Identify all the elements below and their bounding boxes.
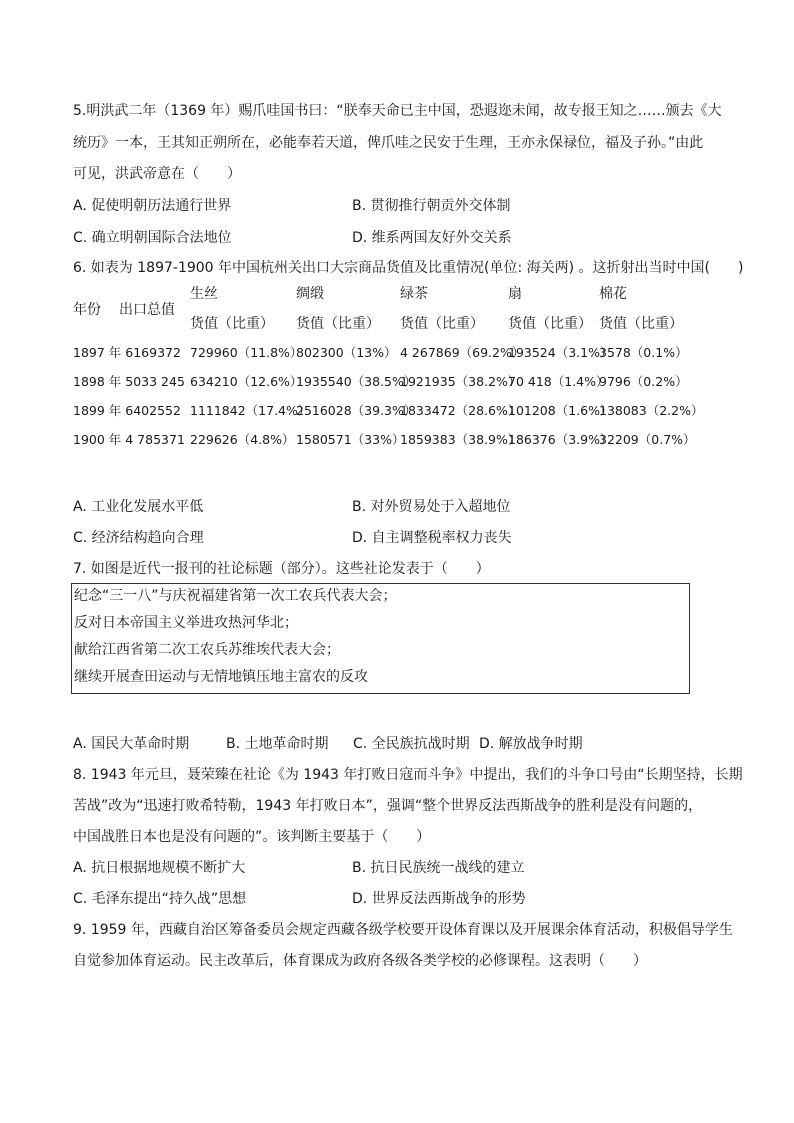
table-header-cotton: 棉花: [599, 286, 627, 302]
table-cell: 3578（0.1%）: [599, 345, 688, 360]
table-cell: 229626（4.8%）: [190, 432, 295, 447]
q7-option-b[interactable]: B. 土地革命时期: [226, 736, 329, 752]
q8-option-b[interactable]: B. 抗日民族统一战线的建立: [352, 860, 525, 876]
q5-option-a[interactable]: A. 促使明朝历法通行世界: [73, 198, 232, 214]
table-header-satin: 绸缎: [296, 286, 324, 302]
table-header-silk: 生丝: [190, 286, 218, 302]
table-row-year-total: 1899 年 6402552: [73, 403, 181, 418]
editorial-title: 继续开展查田运动与无情地镇压地主富农的反攻: [74, 669, 368, 685]
q5-option-d[interactable]: D. 维系两国友好外交关系: [352, 230, 512, 246]
table-subheader: 货值（比重）: [296, 316, 380, 332]
q5-option-b[interactable]: B. 贯彻推行朝贡外交体制: [352, 198, 511, 214]
q7-option-c[interactable]: C. 全民族抗战时期: [353, 736, 470, 752]
editorial-titles-box: [71, 583, 690, 694]
table-row-year-total: 1897 年 6169372: [73, 345, 181, 360]
table-cell: 1859383（38.9%）: [400, 432, 521, 447]
table-cell: 1580571（33%）: [296, 432, 405, 447]
q6-option-c[interactable]: C. 经济结构趋向合理: [73, 530, 204, 546]
table-cell: 4 267869（69.2%）: [400, 345, 525, 360]
q7-stem: 7. 如图是近代一报刊的社论标题（部分）。这些社论发表于（ ）: [73, 561, 490, 577]
table-subheader: 货值（比重）: [190, 316, 274, 332]
table-header-green-tea: 绿茶: [400, 286, 428, 302]
q7-option-d[interactable]: D. 解放战争时期: [479, 736, 583, 752]
q6-option-a[interactable]: A. 工业化发展水平低: [73, 499, 204, 515]
table-cell: 70 418（1.4%）: [508, 374, 609, 389]
editorial-title: 反对日本帝国主义举进攻热河华北；: [74, 615, 298, 631]
table-subheader: 货值（比重）: [400, 316, 484, 332]
q8-stem-line-2: 苦战”改为“迅速打败希特勒，1943 年打败日本”，强调“整个世界反法西斯战争的胜利是没有问题的，: [73, 798, 703, 814]
table-cell: 634210（12.6%）: [190, 374, 303, 389]
table-header-year: 年份: [73, 302, 101, 318]
q5-option-c[interactable]: C. 确立明朝国际合法地位: [73, 230, 232, 246]
table-subheader: 货值（比重）: [599, 316, 683, 332]
q9-stem-line-1: 9. 1959 年，西藏自治区筹备委员会规定西藏各级学校要开设体育课以及开展课余体育活动，积极倡导学生: [73, 922, 733, 938]
table-cell: 1921935（38.2%）: [400, 374, 521, 389]
editorial-title: 纪念“三一八”与庆祝福建省第一次工农兵代表大会；: [74, 588, 397, 604]
table-header-fan: 扇: [508, 286, 522, 302]
table-cell: 802300（13%）: [296, 345, 397, 360]
table-cell: 729960（11.8%）: [190, 345, 303, 360]
q6-stem: 6. 如表为 1897-1900 年中国杭州关出口大宗商品货值及比重情况(单位: 海关两) 。这折射出当时中国( ): [73, 260, 744, 276]
table-cell: 1111842（17.4%）: [190, 403, 311, 418]
table-subheader: 货值（比重）: [508, 316, 592, 332]
table-cell: 32209（0.7%）: [599, 432, 696, 447]
table-cell: 9796（0.2%）: [599, 374, 688, 389]
q8-stem-line-1: 8. 1943 年元旦，聂荣臻在社论《为 1943 年打败日寇而斗争》中提出，我们的斗争口号由“长期坚持，长期: [73, 767, 743, 783]
q9-stem-line-2: 自觉参加体育运动。民主改革后，体育课成为政府各级各类学校的必修课程。这表明（ ）: [73, 953, 647, 969]
q8-stem-line-3: 中国战胜日本也是没有问题的”。该判断主要基于（ ）: [73, 829, 431, 845]
table-row-year-total: 1898 年 5033 245: [73, 374, 185, 389]
table-row-year-total: 1900 年 4 785371: [73, 432, 185, 447]
q8-option-a[interactable]: A. 抗日根据地规模不断扩大: [73, 860, 246, 876]
q6-option-d[interactable]: D. 自主调整税率权力丧失: [352, 530, 512, 546]
table-cell: 138083（2.2%）: [599, 403, 704, 418]
table-cell: 101208（1.6%）: [508, 403, 613, 418]
table-cell: 186376（3.9%）: [508, 432, 613, 447]
table-cell: 2516028（39.3%）: [296, 403, 417, 418]
q5-stem-line-1: 5.明洪武二年（1369 年）赐爪哇国书曰：“朕奉天命已主中国，恐遐迩未闻，故专报王知之……颁去《大: [73, 103, 722, 119]
q8-option-c[interactable]: C. 毛泽东提出“持久战”思想: [73, 891, 247, 907]
table-cell: 1935540（38.5%）: [296, 374, 417, 389]
table-cell: 193524（3.1%）: [508, 345, 613, 360]
table-header-total: 出口总值: [119, 302, 175, 318]
q7-option-a[interactable]: A. 国民大革命时期: [73, 736, 190, 752]
q8-option-d[interactable]: D. 世界反法西斯战争的形势: [352, 891, 526, 907]
editorial-title: 献给江西省第二次工农兵苏维埃代表大会；: [74, 642, 340, 658]
q5-stem-line-3: 可见，洪武帝意在（ ）: [73, 166, 241, 182]
table-cell: 1833472（28.6%）: [400, 403, 521, 418]
q5-stem-line-2: 统历》一本，王其知正朔所在，必能奉若天道，俾爪哇之民安于生理，王亦永保禄位，福及子孙。”由此: [73, 135, 704, 151]
q6-option-b[interactable]: B. 对外贸易处于入超地位: [352, 499, 511, 515]
